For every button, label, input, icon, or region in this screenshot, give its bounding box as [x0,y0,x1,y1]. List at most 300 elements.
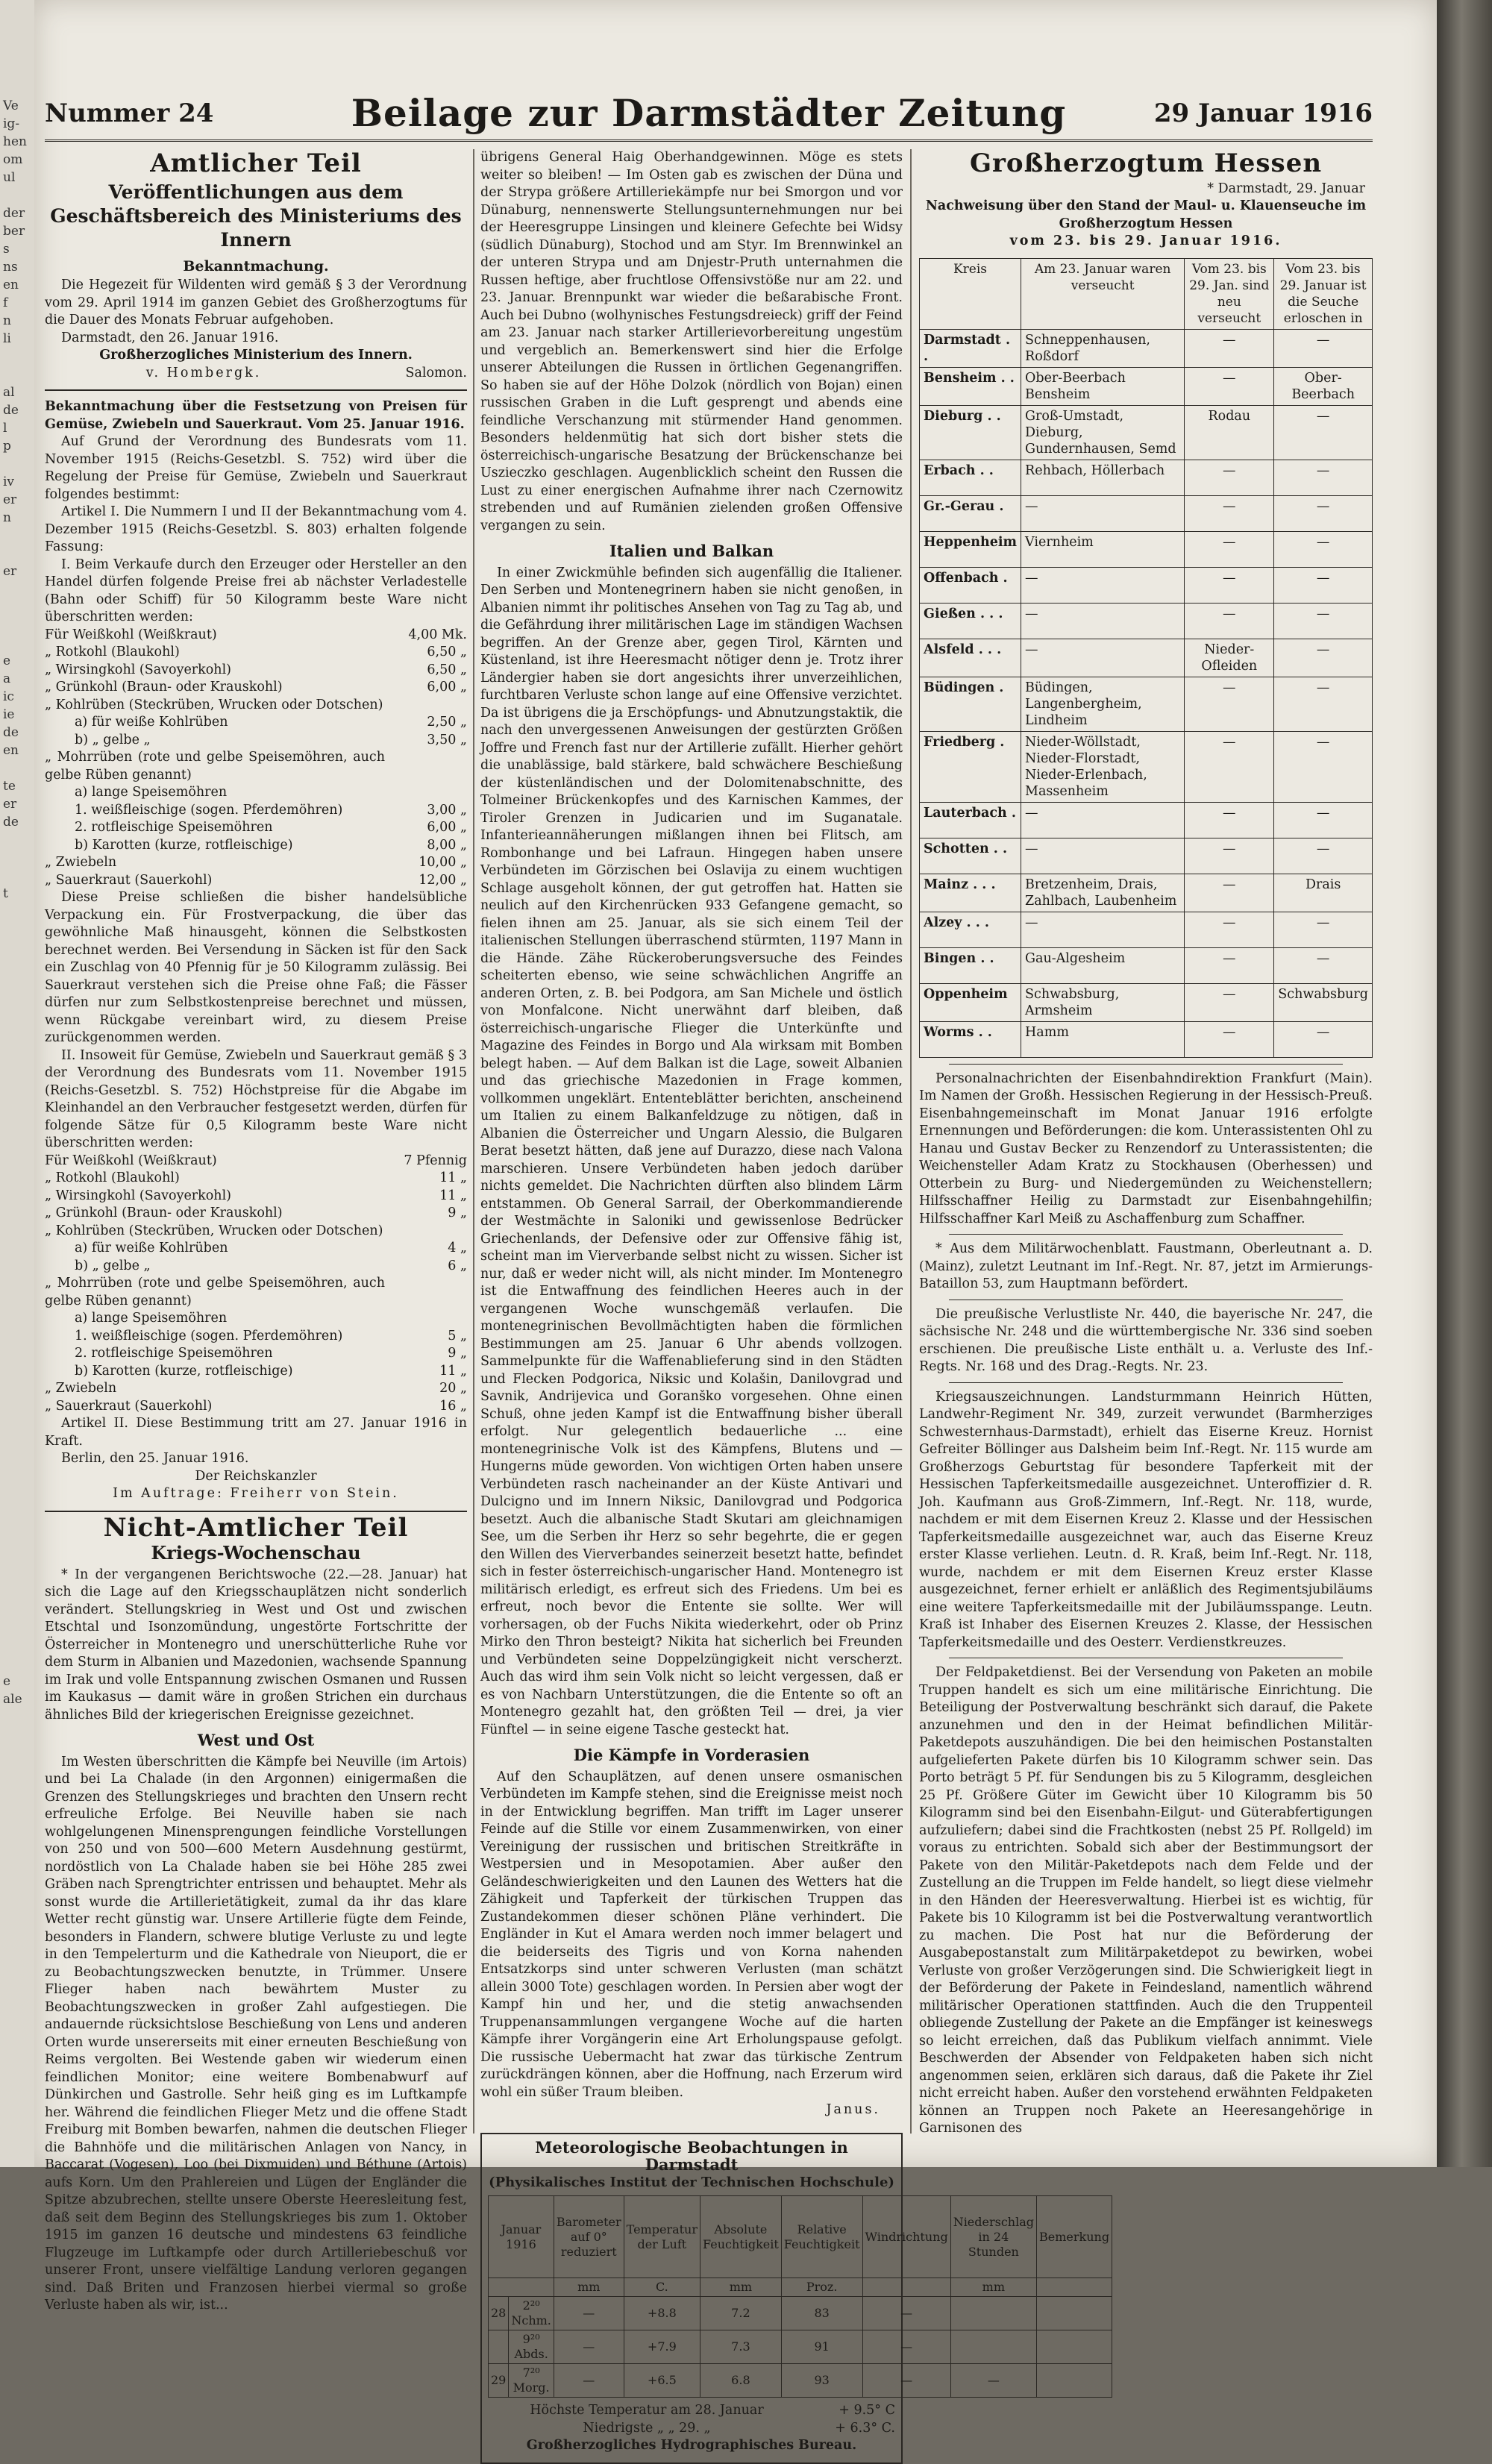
table-cell-erloschen: — [1274,731,1373,802]
strip-fragment: al [3,385,15,400]
price-item: „ Kohlrüben (Steckrüben, Wrucken oder Dotschen) [45,1223,383,1238]
weather-cell-time: 7²⁰ Morg. [509,2364,554,2398]
weather-unit [489,2278,554,2297]
price-item: 1. weißfleischige (sogen. Pferdemöhren) [75,802,343,818]
strip-fragment: t [3,886,8,901]
price-item: a) für weiße Kohlrüben [75,1241,228,1255]
table-header: Kreis [920,258,1021,329]
signature-right: Salomon. [405,365,467,380]
table-cell-erloschen: — [1274,838,1373,874]
price-item: a) lange Speisemöhren [75,785,228,800]
strip-fragment: ie [3,707,15,722]
strip-fragment: er [3,492,17,507]
price-value [385,1223,467,1241]
table-cell-verseucht: Gau-Algesheim [1021,947,1185,983]
strip-fragment: om [3,152,23,167]
strip-fragment: de [3,403,19,418]
strip-fragment: li [3,331,11,346]
weather-cell-abs: 7.2 [700,2297,782,2330]
table-cell-neu: — [1185,329,1274,367]
strip-fragment [3,938,33,956]
price-row [45,1188,467,1206]
strip-fragment: ale [3,1692,22,1707]
weather-cell-temp: +6.5 [624,2364,700,2398]
table-row [920,639,1373,677]
table-row [920,329,1373,367]
notice-text: Diese Preise schließen die bisher handelsübliche Verpackung ein. Für Frostverpackung, die über das gewöhnliche Maß hinausgeht, können die Selbstkosten berechnet werden. Bei Versendung in Säcken ist für den Sack ein Zuschlag von 40 Pfennig für je 50 Kilogramm zulässig. Bei Sauerkraut verstehen sich die Preise ohne Faß; die Fässer dürfen nur zum Selbstkostenpreise berechnet und müssen, wenn Rückgabe vereinbart wird, zu diesem Preise zurückgenommen werden. [45,890,467,1045]
notice-signatory: Im Auftrage: Freiherr von Stein. [113,1486,399,1501]
strip-fragment [3,1225,33,1243]
strip-fragment [3,974,33,992]
weather-unit: C. [624,2278,700,2297]
weather-header: Relative Feuchtigkeit [781,2196,862,2278]
weather-cell-note [1037,2297,1112,2330]
table-cell-erloschen: — [1274,495,1373,531]
strip-fragment [3,634,33,652]
price-row [45,1240,467,1258]
price-row [45,1223,467,1241]
weather-cell-temp: +7.9 [624,2330,700,2364]
table-cell-erloschen: Drais [1274,874,1373,912]
strip-fragment [3,759,33,777]
column-rule [473,149,474,2134]
strip-fragment [3,1511,33,1529]
table-cell-verseucht: — [1021,912,1185,947]
price-item: „ Grünkohl (Braun- oder Krauskohl) [45,680,283,695]
table-cell-verseucht: — [1021,838,1185,874]
price-item: 2. rotfleischige Speisemöhren [75,820,273,835]
weather-subtitle: (Physikalisches Institut der Technischen Hochschule) [489,2174,894,2190]
table-cell-verseucht: Ober-Beerbach Bensheim [1021,367,1185,405]
strip-fragment [3,1171,33,1189]
strip-fragment [3,1386,33,1404]
strip-fragment [3,903,33,921]
weather-unit: mm [700,2278,782,2297]
table-row [920,912,1373,947]
news-item: Kriegsauszeichnungen. Landsturmmann Heinrich Hütten, Landwehr-Regiment Nr. 349, zurzeit verwundet (Barmherziges Schwesternhaus-Darmstadt), erhielt das Eiserne Kreuz. Hornist Gefreiter Böllinger aus Dalsheim beim Inf.-Regt. Nr. 115 wurde am Großherzogs Geburtstag für besondere Tapferkeit mit der Hessischen Tapferkeitsmedaille ausgezeichnet. Unteroffizier d. R. Joh. Kaufmann aus Groß-Zimmern, Inf.-Regt. Nr. 118, wurde, nachdem er mit dem Eisernen Kreuz 2. Klasse und der Hessischen Tapferkeitsmedaille ausgezeichnet war, auch das Eiserne Kreuz erster Klasse verliehen. Leutn. d. R. Kraß, beim Inf.-Regt. Nr. 118, wurde, nachdem er mit dem Eisernen Kreuz erster Klasse ausgezeichnet, ferner erhielt er anläßlich des Regimentsjubiläums eine weitere Tapferkeitsmedaille mit der Jubiläumsspange. Leutn. Kraß ist Inhaber des Eisernen Kreuzes 2. Klasse, der Hessischen Tapferkeitsmedaille und des Oesterr. Verdienstkreuzes. [919,1389,1373,1650]
weather-cell-rel: 83 [781,2297,862,2330]
price-item: a) lange Speisemöhren [75,1311,228,1326]
table-cell-neu: — [1185,367,1274,405]
table-cell-erloschen: — [1274,567,1373,603]
dateline: * Darmstadt, 29. Januar [1207,181,1365,196]
weather-cell-temp: +8.8 [624,2297,700,2330]
table-cell-kreis: Alzey . . . [920,912,1021,947]
table-cell-kreis: Oppenheim [920,983,1021,1021]
table-cell-kreis: Friedberg . [920,731,1021,802]
strip-fragment [3,956,33,974]
table-cell-verseucht: Schwabsburg, Armsheim [1021,983,1185,1021]
weather-header: Windrichtung [862,2196,950,2278]
weather-cell-time: 2²⁰ Nchm. [509,2297,554,2330]
weather-cell-note [1037,2330,1112,2364]
table-cell-verseucht: — [1021,802,1185,838]
weather-header: Temperatur der Luft [624,2196,700,2278]
strip-fragment [3,1117,33,1135]
strip-fragment [3,867,33,885]
strip-fragment: e [3,1674,11,1689]
price-value: 9 „ [448,1206,467,1220]
weather-cell-rain: — [950,2364,1036,2398]
price-value: 6,00 „ [427,680,467,695]
table-cell-kreis: Worms . . [920,1021,1021,1057]
weather-bureau: Großherzogliches Hydrographisches Bureau. [526,2438,857,2453]
news-item: Personalnachrichten der Eisenbahndirektion Frankfurt (Main). Im Namen der Großh. Hessischen Regierung in der Hessisch-Preuß. Eisenbahngemeinschaft im Monat Januar 1916 erfolgte Ernennungen und Beförderungen: die kom. Unterassistenten Ohl zu Hanau und Gustav Becker zu Renzendorf zu Unterassistenten; die Weichensteller Adam Kratz zu Stockhausen (Oberhessen) und Otterbein zu Burg- und Niedergemünden zu Weichenstellern; Hilfsschaffner Heilig zu Darmstadt zur Eisenbahngehilfin; Hilfsschaffner Karl Meiß zu Aschaffenburg zum Schaffner. [919,1070,1373,1226]
table-cell-kreis: Offenbach . [920,567,1021,603]
price-value: 6,50 „ [427,662,467,677]
price-row [45,1310,467,1328]
weather-cell-note [1037,2364,1112,2398]
strip-fragment [3,1279,33,1297]
table-cell-verseucht: Viernheim [1021,531,1185,567]
price-row [45,1380,467,1398]
price-row [45,784,467,802]
strip-fragment [3,1010,33,1028]
price-item: „ Kohlrüben (Steckrüben, Wrucken oder Dotschen) [45,697,383,712]
strip-fragment [3,1458,33,1476]
table-row [920,567,1373,603]
strip-fragment [3,1189,33,1207]
table-cell-kreis: Gr.-Gerau . [920,495,1021,531]
weather-row [489,2364,1112,2398]
notice-text: Artikel II. Diese Bestimmung tritt am 27. Januar 1916 in Kraft. [45,1416,467,1449]
table-cell-kreis: Büdingen . [920,677,1021,731]
weather-min-label: Niedrigste „ „ 29. „ [583,2420,711,2436]
price-row [45,1398,467,1416]
strip-fragment [3,1297,33,1314]
strip-fragment [3,849,33,867]
notice-ministry: Großherzogliches Ministerium des Innern. [99,348,413,363]
table-header: Vom 23. bis 29. Jan. sind neu verseucht [1185,258,1274,329]
price-value: 11 „ [439,1363,467,1379]
article-subheading: Italien und Balkan [609,542,774,560]
table-cell-verseucht: Büdingen, Langenbergheim, Lindheim [1021,677,1185,731]
table-row [920,495,1373,531]
price-item: „ Grünkohl (Braun- oder Krauskohl) [45,1206,283,1220]
table-cell-verseucht: — [1021,495,1185,531]
table-cell-erloschen: — [1274,677,1373,731]
price-item: a) für weiße Kohlrüben [75,715,228,730]
table-row [920,802,1373,838]
strip-fragment [3,348,33,366]
price-row [45,819,467,837]
price-item: „ Mohrrüben (rote und gelbe Speisemöhren, auch gelbe Rüben genannt) [45,750,385,783]
table-cell-kreis: Alsfeld . . . [920,639,1021,677]
weather-cell-time: 9²⁰ Abds. [509,2330,554,2364]
newspaper-title: Beilage zur Darmstädter Zeitung [351,91,1067,135]
strip-fragment: ig- [3,116,20,131]
strip-fragment [3,1529,33,1547]
table-row [920,460,1373,495]
strip-fragment: a [3,671,11,686]
weather-cell-wind: — [862,2364,950,2398]
section-heading: Amtlicher Teil [150,148,362,178]
table-header: Am 23. Januar waren verseucht [1021,258,1185,329]
notice-place-date: Darmstadt, den 26. Januar 1916. [61,330,279,345]
weather-unit: Proz. [781,2278,862,2297]
price-item: Für Weißkohl (Weißkraut) [45,1153,217,1168]
weather-max-value: + 9.5° C [839,2403,895,2418]
strip-fragment: hen [3,134,27,149]
table-cell-neu: — [1185,603,1274,639]
price-row [45,697,467,715]
weather-cell-baro: — [554,2330,624,2364]
table-cell-erloschen: — [1274,802,1373,838]
price-row [45,872,467,890]
notice-text: Die Hegezeit für Wildenten wird gemäß § 3 der Verordnung vom 29. April 1914 im ganzen Gebiet des Großherzogtums für die Dauer des Monats Februar aufgehoben. [45,278,467,327]
strip-fragment: er [3,564,17,579]
notice-heading: Bekanntmachung über die Festsetzung von Preisen für Gemüse, Zwiebeln und Sauerkraut. Vom 25. Januar 1916. [45,399,467,432]
strip-fragment [3,580,33,598]
weather-title: Meteorologische Beobachtungen in Darmstadt [535,2137,848,2174]
weather-cell-baro: — [554,2297,624,2330]
strip-fragment [3,455,33,473]
table-cell-neu: — [1185,802,1274,838]
column-3 [919,149,1373,2148]
price-item: b) Karotten (kurze, rotfleischige) [75,1363,293,1379]
price-item: „ Zwiebeln [45,1381,117,1396]
price-row [45,854,467,872]
strip-fragment [3,1135,33,1153]
table-cell-verseucht: Groß-Umstadt, Dieburg, Gundernhausen, Semd [1021,405,1185,460]
price-item: „ Wirsingkohl (Savoyerkohl) [45,662,232,677]
table-cell-erloschen: — [1274,1021,1373,1057]
table-cell-neu: — [1185,912,1274,947]
strip-fragment: de [3,815,19,830]
strip-fragment [3,1350,33,1368]
strip-fragment: en [3,278,19,292]
strip-fragment: ul [3,170,16,185]
strip-fragment [3,1100,33,1117]
weather-row [489,2297,1112,2330]
table-cell-verseucht: Rehbach, Höllerbach [1021,460,1185,495]
table-cell-neu: — [1185,838,1274,874]
strip-fragment [3,1476,33,1493]
table-cell-verseucht: — [1021,639,1185,677]
strip-fragment [3,1493,33,1511]
strip-fragment [3,1368,33,1386]
price-row [45,714,467,732]
table-cell-neu: — [1185,495,1274,531]
price-row [45,802,467,820]
strip-fragment [3,186,33,204]
table-cell-kreis: Dieburg . . [920,405,1021,460]
table-cell-verseucht: — [1021,567,1185,603]
price-row [45,1205,467,1223]
weather-header: Bemerkung [1037,2196,1112,2278]
price-row [45,732,467,750]
table-cell-erloschen: Ober-Beerbach [1274,367,1373,405]
epidemic-table [919,258,1373,1058]
strip-fragment: n [3,510,11,525]
price-value: 4,00 Mk. [408,627,467,642]
article-heading: Kriegs-Wochenschau [151,1542,361,1564]
strip-fragment [3,921,33,938]
price-value [385,749,467,784]
strip-fragment: p [3,439,11,454]
price-value: 9 „ [448,1346,467,1361]
weather-unit: mm [554,2278,624,2297]
weather-min-value: + 6.3° C. [835,2420,895,2436]
strip-fragment [3,992,33,1010]
price-value: 6,50 „ [427,645,467,659]
weather-cell-rain [950,2297,1036,2330]
price-item: „ Mohrrüben (rote und gelbe Speisemöhren, auch gelbe Rüben genannt) [45,1276,385,1308]
weather-max-label: Höchste Temperatur am 28. Januar [530,2403,764,2418]
weather-unit: mm [950,2278,1036,2297]
news-item: Die preußische Verlustliste Nr. 440, die bayerische Nr. 247, die sächsische Nr. 248 und die württembergische Nr. 336 sind soeben erschienen. Die preußische Liste enthält u. a. Verluste des Inf.-Regts. Nr. 168 und des Drag.-Regts. Nr. 23. [919,1306,1373,1374]
table-cell-verseucht: Nieder-Wöllstadt, Nieder-Florstadt, Nieder-Erlenbach, Massenheim [1021,731,1185,802]
table-cell-neu: — [1185,677,1274,731]
weather-cell-rel: 91 [781,2330,862,2364]
price-row [45,837,467,855]
news-item: Der Feldpaketdienst. Bei der Versendung von Paketen an mobile Truppen handelt es sich um eine militärische Einrichtung. Die Beteiligung der Postverwaltung beschränkt sich darauf, die Pakete anzunehmen und den in der Heimat befindlichen Militär-Paketdepots auszuhändigen. Die bei den heimischen Postanstalten aufgelieferten Pakete dürfen bis 10 Kilogramm schwer sein. Das Porto beträgt 5 Pf. für Sendungen bis zu 5 Kilogramm, desgleichen 25 Pf. Größere Güter im Gewicht über 10 Kilogramm bis 50 Kilogramm sind bei den Eisenbahn-Eilgut- und Güterabfertigungen aufzuliefern; dabei sind die Frachtkosten (nebst 25 Pf. Rollgeld) im voraus zu entrichten. Sobald sich aber der Bestimmungsort der Pakete von den Militär-Paketdepots nach dem Felde und der Zustellung an die Truppen im Felde handelt, so liegt diese vielmehr in den Händen der Heeresverwaltung. Hierbei ist es wichtig, für Pakete bis 10 Kilogramm ist bei die Postverwaltung verantwortlich zu machen. Die Post hat nur die Beförderung der Ausgabepostanstalt zum Militärpaketdepot zu bewirken, wobei Verluste von großer Verzögerungen sind. Die Schwierigkeit liegt in der Beförderung der Pakete in Feindesland, namentlich während militärischer Operationen stattfinden. Auch die den Truppenteil obliegende Zustellung der Pakete an die Empfänger ist keineswegs so leicht erreichen, daß das Publikum vielfach annimmt. Viele Beschwerden der Absender von Feldpaketen haben sich nicht angenommen seien, erklären sich daraus, daß die Pakete ihr Ziel nicht erreicht haben. Außer den vorstehend erwähnten Feldpaketen können an Truppen noch Pakete an Heeresangehörige in Garnisonen des [919,1665,1373,2136]
strip-fragment [3,1422,33,1440]
price-value: 3,50 „ [427,732,467,747]
table-cell-verseucht: Bretzenheim, Drais, Zahlbach, Laubenheim [1021,874,1185,912]
strip-fragment [3,1565,33,1583]
strip-fragment: ns [3,260,18,275]
table-row [920,731,1373,802]
notice-signatory: Der Reichskanzler [195,1468,317,1484]
strip-fragment: l [3,421,7,436]
strip-fragment [3,1637,33,1655]
table-cell-erloschen: Schwabsburg [1274,983,1373,1021]
table-row [920,603,1373,639]
strip-fragment [3,1207,33,1225]
strip-fragment [3,1243,33,1261]
strip-fragment [3,1064,33,1082]
price-value: 3,00 „ [427,802,467,818]
notice-text: II. Insoweit für Gemüse, Zwiebeln und Sauerkraut gemäß § 3 der Verordnung des Bundesrats vom 11. November 1915 (Reichs-Gesetzbl. S. 752) Höchstpreise für die Abgabe im Kleinhandel an den Verbraucher festgesetzt werden, dürfen für folgende Sätze für 0,5 Kilogramm beste Ware nicht überschritten werden: [45,1047,467,1150]
weather-cell-day: 28 [489,2297,509,2330]
table-cell-erloschen: — [1274,329,1373,367]
price-row [45,1275,467,1310]
article-text: * In der vergangenen Berichtswoche (22.—28. Januar) hat sich die Lage auf den Kriegsschauplätzen nicht sonderlich verändert. Stellungskrieg in West und Ost und zwischen Etschtal und Isonzomündung, ungestörte Fortschritte der Österreicher in Montenegro und unerschütterliche Ruhe vor dem Sturm in Albanien und Mazedonien, wachsende Spannung im Irak und volle Entspannung zwischen Osmanen und Russen im Kaukasus — damit wäre in großen Strichen ein durchaus ähnliches Bild der kriegerischen Ereignisse gezeichnet. [45,1567,467,1722]
price-row [45,1153,467,1170]
table-cell-neu: — [1185,983,1274,1021]
notice-text: Auf Grund der Verordnung des Bundesrats vom 11. November 1915 (Reichs-Gesetzbl. S. 752) wird über die Regelung der Preise für Gemüse, Zwiebeln und Sauerkraut folgendes bestimmt: [45,434,467,502]
strip-fragment: e [3,653,11,668]
price-value: 12,00 „ [419,872,467,888]
weather-max [488,2402,895,2420]
price-value: 6 „ [448,1258,467,1273]
strip-fragment [3,1655,33,1673]
price-value: 10,00 „ [419,855,467,870]
weather-unit [862,2278,950,2297]
strip-fragment [3,545,33,562]
strip-fragment: te [3,779,16,794]
strip-fragment: en [3,743,19,758]
price-value: 7 Pfennig [404,1153,467,1168]
weather-unit [1037,2278,1112,2297]
weather-header: Niederschlag in 24 Stunden [950,2196,1036,2278]
column-rule [910,149,912,2134]
price-value: 11 „ [439,1170,467,1185]
table-row [920,1021,1373,1057]
section-heading: Großherzogtum Hessen [969,148,1323,178]
strip-fragment [3,1046,33,1064]
price-item: „ Sauerkraut (Sauerkohl) [45,1398,213,1414]
table-cell-neu: — [1185,874,1274,912]
strip-fragment: ber [3,224,25,239]
table-cell-neu: — [1185,947,1274,983]
table-cell-neu: Rodau [1185,405,1274,460]
price-row [45,679,467,697]
strip-fragment: s [3,242,10,257]
price-value: 8,00 „ [427,837,467,853]
price-row [45,749,467,784]
price-value [385,1310,467,1328]
issue-date: 29 Januar 1916 [1153,98,1373,128]
table-cell-verseucht: — [1021,603,1185,639]
weather-min [488,2420,895,2438]
table-cell-verseucht: Hamm [1021,1021,1185,1057]
weather-cell-day: 29 [489,2364,509,2398]
strip-fragment [3,1404,33,1422]
article-text: übrigens General Haig Oberhandgewinnen. Möge es stets weiter so bleiben! — Im Osten gab es zwischen der Düna und der Strypa größere Artilleriekämpfe nur bei Smorgon und vor Dünaburg, nennenswerte Stellungsunternehmungen nur bei der Heeresgruppe Linsingen und kleinere Gefechte bei Widsy (südlich Dünaburg), Stochod und am Styr. Im Brennwinkel an der unteren Strypa und am Dnjestr-Pruth unternahmen die Russen heftige, aber fruchtlose Offensivstöße nur am 22. und 23. Januar. Brennpunkt war wieder die beßarabische Front. Auch bei Dubno (wolhynisches Festungsdreieck) griff der Feind am 23. Januar nach starker Artillerievorbereitung ungestüm und vergeblich an. Bemerkenswert sind hier die Erfolge unserer Abteilungen die Russen in örtlichen Gegenangriffen. So haben sie auf der Höhe Dolzok (nördlich von Bojan) einen russischen Graben in die Luft gesprengt und abends eine feindliche Verschanzung mit stürmender Hand genommen. Besonders heldenmütig hat sich dort bisher stets die österreichisch-ungarische Besatzung der Brückenschanze bei Uszieczko geschlagen. Augenblicklich scheint den Russen die Lust zu einer energischen Aufnahme ihrer nach Czernowitz strebenden und auf Rumänien zielenden großen Offensive vergangen zu sein. [480,150,903,533]
table-cell-kreis: Lauterbach . [920,802,1021,838]
table-cell-kreis: Heppenheim [920,531,1021,567]
price-item: Für Weißkohl (Weißkraut) [45,627,217,642]
price-value [385,697,467,715]
strip-fragment [3,1440,33,1458]
notice-heading: Bekanntmachung. [183,257,329,275]
table-cell-kreis: Bensheim . . [920,367,1021,405]
price-value: 6,00 „ [427,820,467,835]
table-cell-erloschen: — [1274,405,1373,460]
strip-fragment [3,1153,33,1171]
price-row [45,644,467,662]
price-item: 2. rotfleischige Speisemöhren [75,1346,273,1361]
article-subheading: Die Kämpfe in Vorderasien [573,1746,810,1764]
weather-header: Absolute Feuchtigkeit [700,2196,782,2278]
strip-fragment: f [3,295,8,310]
strip-fragment: ic [3,689,14,704]
subsection-heading: Veröffentlichungen aus dem Geschäftsbereich des Ministeriums des Innern [50,181,462,251]
masthead [45,88,1373,142]
table-cell-kreis: Schotten . . [920,838,1021,874]
strip-fragment [3,1583,33,1601]
price-value: 5 „ [448,1328,467,1344]
price-value [385,1275,467,1310]
weather-cell-day [489,2330,509,2364]
strip-fragment: iv [3,474,15,489]
strip-fragment: n [3,313,11,328]
table-row [920,405,1373,460]
price-item: „ Zwiebeln [45,855,117,870]
notice-signatures [45,365,467,383]
price-row [45,1345,467,1363]
strip-fragment: er [3,797,17,812]
table-cell-neu: — [1185,567,1274,603]
strip-fragment [3,366,33,383]
price-item: 1. weißfleischige (sogen. Pferdemöhren) [75,1328,343,1344]
price-value: 11 „ [439,1188,467,1203]
table-row [920,838,1373,874]
weather-cell-rel: 93 [781,2364,862,2398]
author-signature: Janus. [826,2102,880,2117]
strip-fragment [3,1028,33,1046]
notice-text: I. Beim Verkaufe durch den Erzeuger oder Hersteller an den Handel dürfen folgende Preise frei ab nächster Verladestelle (Bahn oder Schiff) für 50 Kilogramm beste Ware nicht überschritten werden: [45,557,467,624]
column-1 [45,148,467,2313]
adjacent-page-strip [0,0,34,2167]
price-item: „ Wirsingkohl (Savoyerkohl) [45,1188,232,1203]
weather-row [489,2330,1112,2364]
news-item: * Aus dem Militärwochenblatt. Faustmann, Oberleutnant a. D. (Mainz), zuletzt Leutnant im Inf.-Regt. Nr. 87, jetzt im Armierungs-Bataillon 53, zum Hauptmann befördert. [919,1241,1373,1291]
price-value [385,784,467,802]
table-row [920,947,1373,983]
